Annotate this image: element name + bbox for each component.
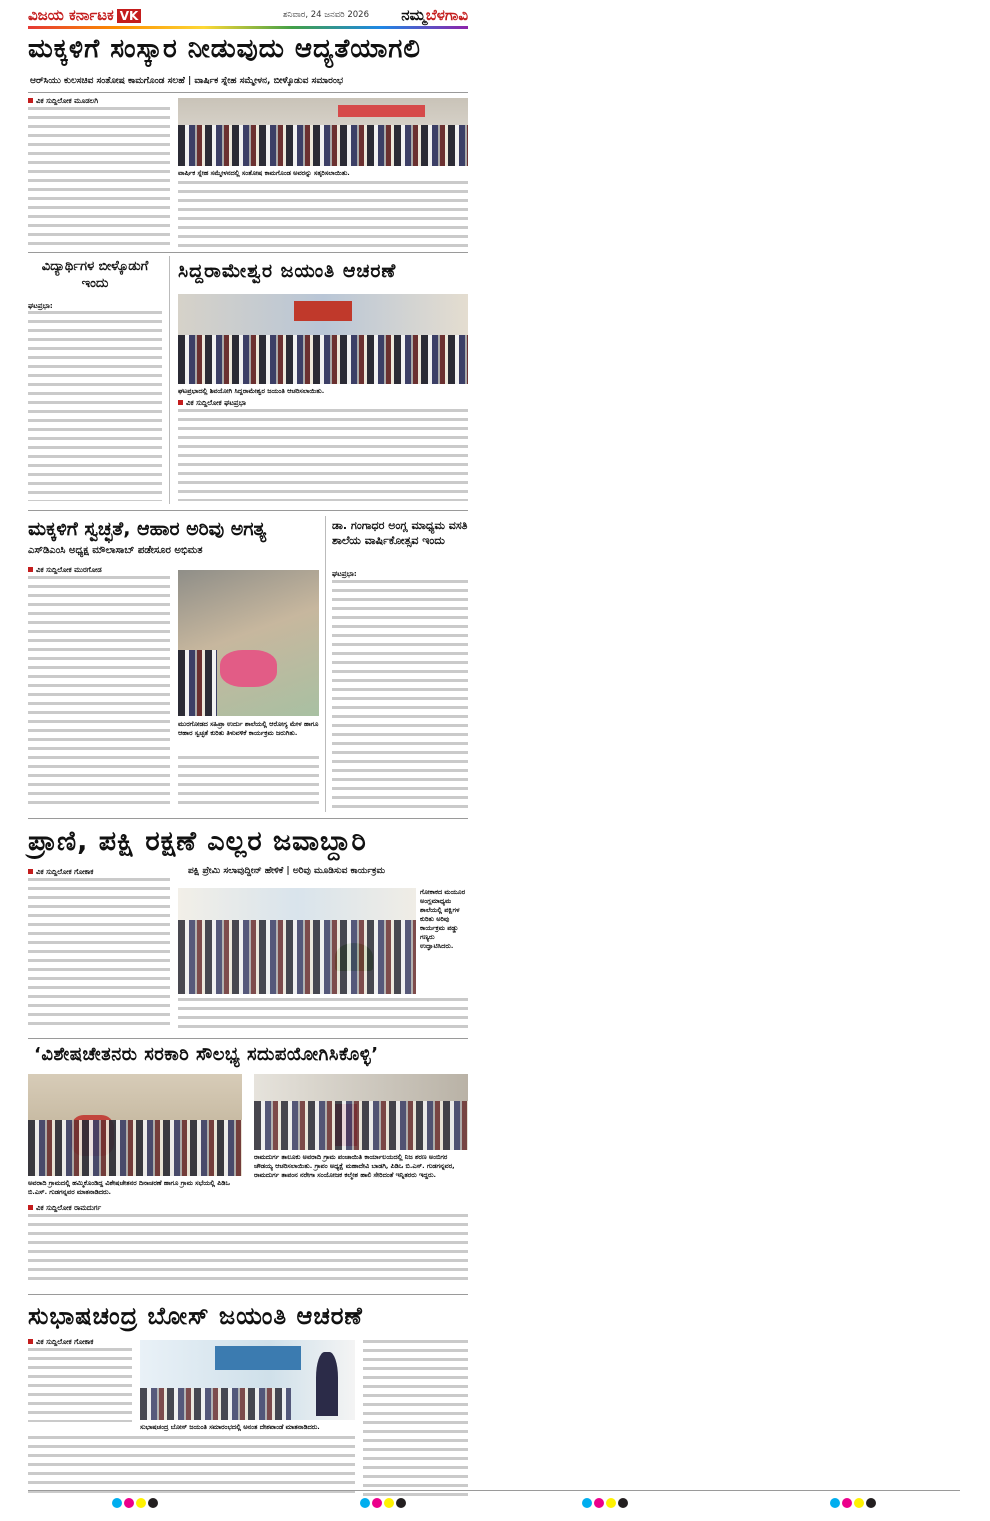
byline-text: ವಿಕ ಸುದ್ದಿಲೋಕ ಮುರಗೋಡ — [36, 566, 102, 574]
story1-subhead: ಆರ್‌ಸಿಯು ಕುಲಸಚಿವ ಸಂತೋಷ ಕಾಮಗೊಂಡ ಸಲಹೆ | ವಾರ್ಷಿಕ ಸ್ನೇಹ ಸಮ್ಮೇಳನ, ಬೀಳ್ಕೊಡುವ ಸಮಾರಂಭ — [30, 76, 343, 86]
registration-dot — [606, 1498, 616, 1508]
byline-marker — [28, 567, 33, 572]
byline-marker — [28, 869, 33, 874]
story8-body-col2 — [28, 1436, 355, 1496]
story6-headline: ಪ್ರಾಣಿ, ಪಕ್ಷಿ ರಕ್ಷಣೆ ಎಲ್ಲರ ಜವಾಬ್ದಾರಿ — [28, 826, 367, 857]
byline-marker — [28, 98, 33, 103]
story2-byline: ಘಟಪ್ರಭಾ: — [28, 302, 53, 310]
column-divider — [169, 256, 170, 504]
story5-byline: ಘಟಪ್ರಭಾ: — [332, 570, 357, 578]
divider — [28, 818, 468, 819]
divider — [28, 252, 468, 253]
story7-caption-left: ಅವರಾದಿ ಗ್ರಾಮದಲ್ಲಿ ಹಮ್ಮಿಕೊಂಡಿದ್ದ ವಿಶೇಷಚೇತನರ ದಿನಾಚರಣೆ ಹಾಗೂ ಗ್ರಾಮ ಸಭೆಯಲ್ಲಿ ಪಿಡಿಒ ಬಿ.ಎಸ್. ಗುಡಗನ್ನವರ ಮಾತನಾಡಿದರು. — [28, 1179, 230, 1196]
story2-body — [28, 311, 162, 501]
story4-subhead: ಎಸ್‌ಡಿಎಂಸಿ ಅಧ್ಯಕ್ಷ ಮೌಲಾಸಾಬ್ ಪಡೇಸೂರ ಅಭಿಮತ — [28, 545, 203, 556]
story4-byline — [28, 566, 102, 575]
story5-body — [332, 580, 468, 810]
story8-headline: ಸುಭಾಷಚಂದ್ರ ಬೋಸ್ ಜಯಂತಿ ಆಚರಣೆ — [28, 1302, 363, 1330]
byline-marker — [28, 1339, 33, 1344]
story1-body-col1 — [28, 107, 170, 247]
story6-photo — [178, 888, 416, 994]
story3-photo — [178, 294, 468, 384]
story7-body — [28, 1214, 468, 1286]
registration-dot — [830, 1498, 840, 1508]
story3-byline — [178, 399, 246, 408]
logo-text: ವಿಜಯ ಕರ್ನಾಟಕ — [28, 6, 114, 24]
printer-registration-marks — [0, 1496, 990, 1521]
byline-text: ವಿಕ ಸುದ್ದಿಲೋಕ ಗೋಕಾಕ — [36, 1338, 94, 1346]
story1-headline: ಮಕ್ಕಳಿಗೆ ಸಂಸ್ಕಾರ ನೀಡುವುದು ಆದ್ಯತೆಯಾಗಲಿ — [28, 34, 421, 64]
story7-byline — [28, 1204, 101, 1213]
story4-headline: ಮಕ್ಕಳಿಗೆ ಸ್ವಚ್ಛತೆ, ಆಹಾರ ಅರಿವು ಅಗತ್ಯ — [28, 518, 267, 540]
registration-dot — [384, 1498, 394, 1508]
divider — [28, 1038, 468, 1039]
registration-dot — [148, 1498, 158, 1508]
story1-body-col2 — [178, 181, 468, 247]
story4-body-col2 — [178, 756, 319, 810]
edition-title — [401, 6, 468, 24]
story6-byline — [28, 868, 93, 877]
story6-subhead: ಪಕ್ಷಿ ಪ್ರೇಮಿ ಸಲಾವುದ್ದೀನ್ ಹೇಳಿಕೆ | ಅರಿವು ಮೂಡಿಸುವ ಕಾರ್ಯಕ್ರಮ — [188, 866, 386, 876]
registration-dot — [594, 1498, 604, 1508]
registration-dot — [372, 1498, 382, 1508]
story3-caption: ಘಟಪ್ರಭಾದಲ್ಲಿ ಶಿವಯೋಗಿ ಸಿದ್ದರಾಮೇಶ್ವರ ಜಯಂತಿ ಆಚರಿಸಲಾಯಿತು. — [178, 387, 325, 395]
story5-headline: ಡಾ. ಗಂಗಾಧರ ಅಂಗ್ಲ ಮಾಧ್ಯಮ ವಸತಿ ಶಾಲೆಯ ವಾರ್ಷಿಕೋತ್ಸವ ಇಂದು — [332, 519, 468, 547]
story6-body-col2 — [178, 998, 468, 1030]
registration-dot — [854, 1498, 864, 1508]
story8-photo — [140, 1340, 355, 1420]
registration-dot — [360, 1498, 370, 1508]
byline-marker — [178, 400, 183, 405]
story3-headline: ಸಿದ್ದರಾಮೇಶ್ವರ ಜಯಂತಿ ಆಚರಣೆ — [178, 260, 397, 282]
registration-dot — [866, 1498, 876, 1508]
registration-dot — [124, 1498, 134, 1508]
story8-body-col3 — [363, 1340, 468, 1496]
registration-dot — [136, 1498, 146, 1508]
masthead — [28, 4, 468, 30]
story4-body-col1 — [28, 576, 170, 810]
newspaper-page — [28, 4, 468, 1500]
byline-text: ವಿಕ ಸುದ್ದಿಲೋಕ ಮೂಡಲಗಿ — [36, 97, 99, 105]
registration-mark — [112, 1498, 158, 1508]
byline-text: ವಿಕ ಸುದ್ದಿಲೋಕ ಗೋಕಾಕ — [36, 868, 94, 876]
story7-photo-left — [28, 1074, 242, 1176]
story8-body-col1 — [28, 1348, 132, 1422]
edition-title-a: ನಮ್ಮ — [401, 6, 426, 24]
registration-dot — [618, 1498, 628, 1508]
divider — [28, 510, 468, 511]
story6-caption: ಗೋಕಾಕದ ಮಯೂರ ಅಂಗ್ಲಮಾಧ್ಯಮ ಶಾಲೆಯಲ್ಲಿ ಪಕ್ಷಿಗಳ ಕುರಿತು ಅರಿವು ಕಾರ್ಯಕ್ರಮ ಪಡ್ಡು ಗಣ್ಯರು ಉದ್ಘಾಟಿಸಿದರು. — [420, 888, 466, 950]
story4-caption: ಮುರಗೋಡದ ಸಹಿಪ್ರಾ ಉರ್ದು ಶಾಲೆಯಲ್ಲಿ ಆರೋಗ್ಯ ಮೇಳ ಹಾಗೂ ಆಹಾರ ಸ್ವಚ್ಛತೆ ಕುರಿತು ತಿಳುವಳಿಕೆ ಕಾರ್ಯಕ್ರಮ ಜರುಗಿತು. — [178, 720, 319, 737]
byline-text: ವಿಕ ಸುದ್ದಿಲೋಕ ರಾಮದುರ್ಗ — [36, 1204, 102, 1212]
divider — [28, 1294, 468, 1295]
story1-photo — [178, 98, 468, 166]
registration-mark — [830, 1498, 876, 1508]
story8-caption: ಸುಭಾಷಚಂದ್ರ ಬೋಸ್ ಜಯಂತಿ ಸಮಾರಂಭದಲ್ಲಿ ಅನಂತ ದೇಶಪಾಂಡೆ ಮಾತನಾಡಿದರು. — [140, 1423, 320, 1431]
story7-caption-right: ರಾಮದುರ್ಗ ತಾಲೂಕು ಅವರಾದಿ ಗ್ರಾಮ ಪಂಚಾಯಿತಿ ಕಾರ್ಯಾಲಯದಲ್ಲಿ ನಿಜ ಶರಣ ಅಂಬಿಗರ ಚೌಡಯ್ಯ ಆಚರಿಸಲಾಯಿತು. ಗ್ರಾಪಂ ಅಧ್ಯಕ್ಷೆ ಮಹಾದೇವಿ ಬಾಡಗಿ, ಪಿಡಿಒ ಬಿ.ಎಸ್. ಗುಡಗನ್ನವರ, ರಾಮದುರ್ಗ ತಾಪಂನ ನರೇಗಾ ಸಂಯೋಜಕ ಕಲ್ಮೇಶ ಹಾಲಿ ಸೇರಿದಂತೆ ಇನ್ನಿತರರು ಇದ್ದರು. — [254, 1153, 455, 1179]
story7-photo-right — [254, 1074, 468, 1150]
byline-text: ವಿಕ ಸುದ್ದಿಲೋಕ ಘಟಪ್ರಭಾ — [186, 399, 246, 407]
story7-headline: ‘ವಿಶೇಷಚೇತನರು ಸರಕಾರಿ ಸೌಲಭ್ಯ ಸದುಪಯೋಗಿಸಿಕೊಳ್ಳಿ’ — [34, 1044, 379, 1065]
registration-dot — [396, 1498, 406, 1508]
bottom-rule — [28, 1490, 960, 1491]
issue-date: ಶನಿವಾರ, 24 ಜನವರಿ 2026 — [283, 10, 369, 20]
registration-mark — [582, 1498, 628, 1508]
registration-dot — [582, 1498, 592, 1508]
story1-byline — [28, 97, 98, 106]
registration-mark — [360, 1498, 406, 1508]
logo-badge: VK — [117, 9, 142, 23]
story4-photo — [178, 570, 319, 716]
story3-body — [178, 409, 468, 501]
masthead-color-rule — [28, 26, 468, 29]
registration-dot — [112, 1498, 122, 1508]
edition-title-b: ಬೆಳಗಾವಿ — [425, 6, 468, 24]
divider — [28, 92, 468, 93]
story1-caption: ವಾರ್ಷಿಕ ಸ್ನೇಹ ಸಮ್ಮೇಳನದಲ್ಲಿ ಸಂತೋಷ ಕಾಮಗೊಂಡ ಅವರನ್ನು ಸತ್ಕರಿಸಲಾಯಿತು. — [178, 169, 350, 177]
story6-body-col1 — [28, 878, 170, 1030]
story2-headline: ವಿದ್ಯಾರ್ಥಿಗಳ ಬೀಳ್ಕೊಡುಗೆ ಇಂದು — [41, 259, 149, 291]
newspaper-logo — [28, 6, 141, 24]
column-divider — [325, 516, 326, 812]
byline-marker — [28, 1205, 33, 1210]
story8-byline — [28, 1338, 93, 1347]
registration-dot — [842, 1498, 852, 1508]
